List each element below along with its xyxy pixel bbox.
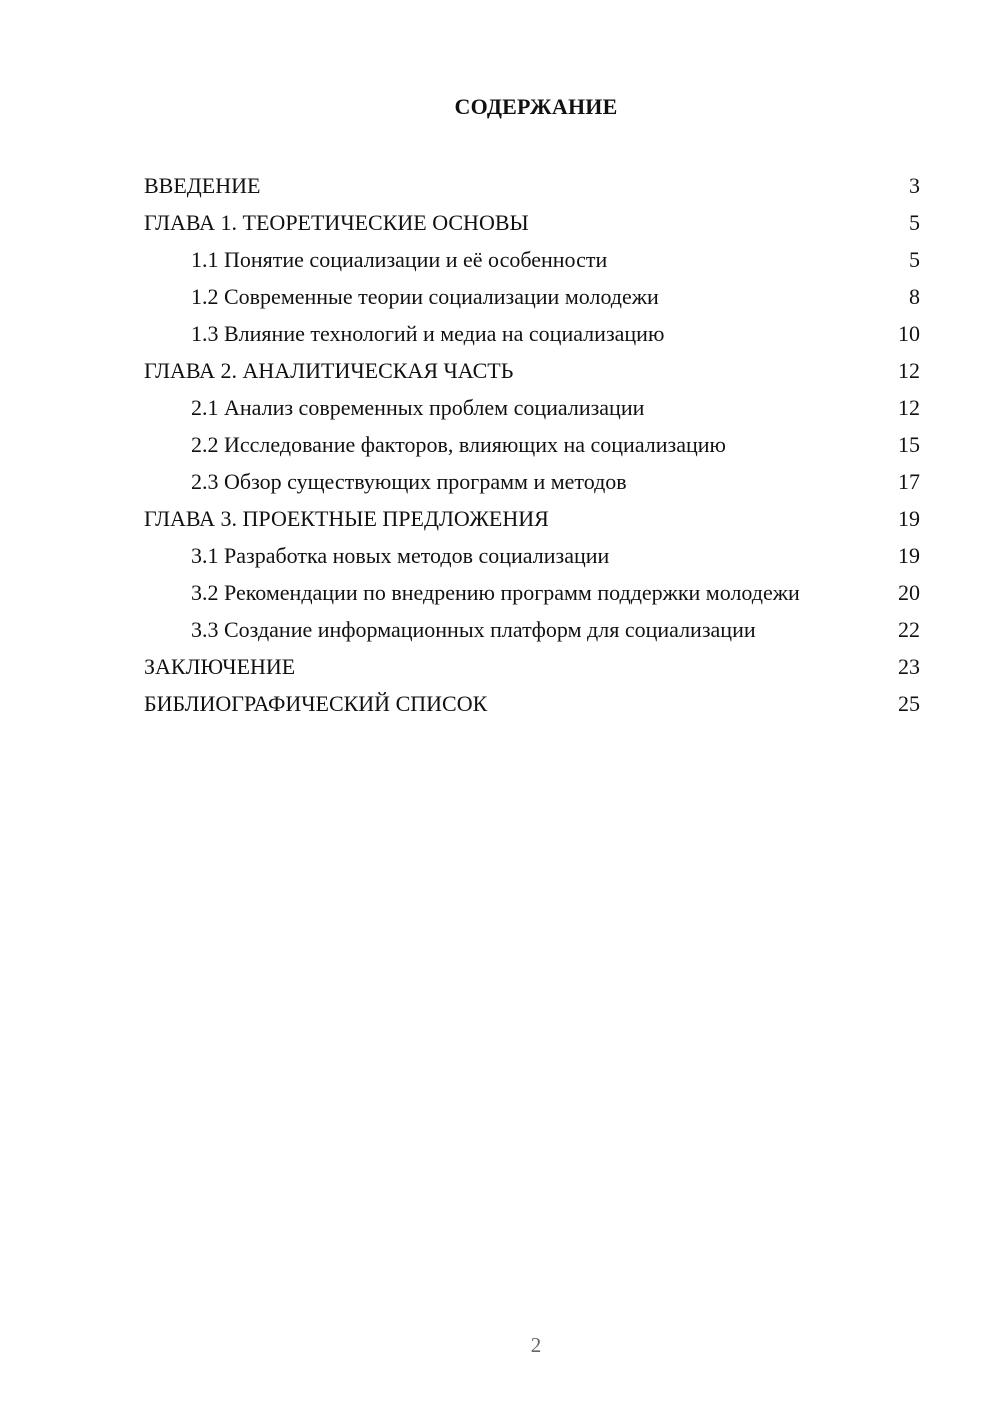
toc-entry-page: 3 xyxy=(909,173,920,198)
toc-entry-page: 12 xyxy=(898,395,920,420)
toc-entry-page: 10 xyxy=(898,321,920,346)
toc-entry-page: 23 xyxy=(898,654,920,679)
toc-entry-section-1-2 xyxy=(144,279,920,316)
toc-entry-page: 12 xyxy=(898,358,920,383)
toc-entry-label: 3.3 Создание информационных платформ для социализации xyxy=(191,617,756,642)
toc-entry-section-2-2 xyxy=(144,427,920,464)
toc-entry-page: 5 xyxy=(909,247,920,272)
toc-entry-label: 1.1 Понятие социализации и её особенности xyxy=(191,247,608,272)
toc-entry-chapter-1 xyxy=(144,205,920,242)
toc-entry-section-2-1 xyxy=(144,390,920,427)
toc-entry-label: 2.1 Анализ современных проблем социализации xyxy=(191,395,645,420)
toc-entry-label: 2.3 Обзор существующих программ и методов xyxy=(191,469,627,494)
toc-entry-label: ГЛАВА 2. АНАЛИТИЧЕСКАЯ ЧАСТЬ xyxy=(144,358,514,383)
toc-entry-bibliography xyxy=(144,686,920,723)
toc-entry-label: 1.2 Современные теории социализации молодежи xyxy=(191,284,659,309)
toc-entry-section-1-1 xyxy=(144,242,920,279)
toc-entry-label: ГЛАВА 1. ТЕОРЕТИЧЕСКИЕ ОСНОВЫ xyxy=(144,210,529,235)
toc-entry-page: 5 xyxy=(909,210,920,235)
toc-entry-label: БИБЛИОГРАФИЧЕСКИЙ СПИСОК xyxy=(144,691,488,716)
toc-entry-section-3-1 xyxy=(144,538,920,575)
table-of-contents xyxy=(144,168,920,723)
toc-entry-page: 8 xyxy=(909,284,920,309)
toc-entry-section-3-2 xyxy=(144,575,920,612)
toc-entry-chapter-3 xyxy=(144,501,920,538)
toc-entry-section-1-3 xyxy=(144,316,920,353)
toc-entry-label: ГЛАВА 3. ПРОЕКТНЫЕ ПРЕДЛОЖЕНИЯ xyxy=(144,506,549,531)
toc-entry-page: 19 xyxy=(898,543,920,568)
toc-entry-page: 15 xyxy=(898,432,920,457)
toc-entry-label: 3.2 Рекомендации по внедрению программ поддержки молодежи xyxy=(191,580,800,605)
toc-entry-page: 19 xyxy=(898,506,920,531)
toc-entry-page: 25 xyxy=(898,691,920,716)
toc-title: СОДЕРЖАНИЕ xyxy=(454,94,618,119)
page-number: 2 xyxy=(530,1333,542,1357)
toc-entry-label: 2.2 Исследование факторов, влияющих на социализацию xyxy=(191,432,726,457)
toc-entry-introduction xyxy=(144,168,920,205)
toc-entry-section-3-3 xyxy=(144,612,920,649)
toc-entry-page: 17 xyxy=(898,469,920,494)
toc-entry-chapter-2 xyxy=(144,353,920,390)
toc-entry-conclusion xyxy=(144,649,920,686)
toc-entry-label: 1.3 Влияние технологий и медиа на социализацию xyxy=(191,321,665,346)
toc-entry-label: 3.1 Разработка новых методов социализации xyxy=(191,543,610,568)
toc-entry-label: ВВЕДЕНИЕ xyxy=(144,173,261,198)
toc-entry-page: 20 xyxy=(898,580,920,605)
toc-entry-page: 22 xyxy=(898,617,920,642)
toc-entry-label: ЗАКЛЮЧЕНИЕ xyxy=(144,654,296,679)
toc-entry-section-2-3 xyxy=(144,464,920,501)
